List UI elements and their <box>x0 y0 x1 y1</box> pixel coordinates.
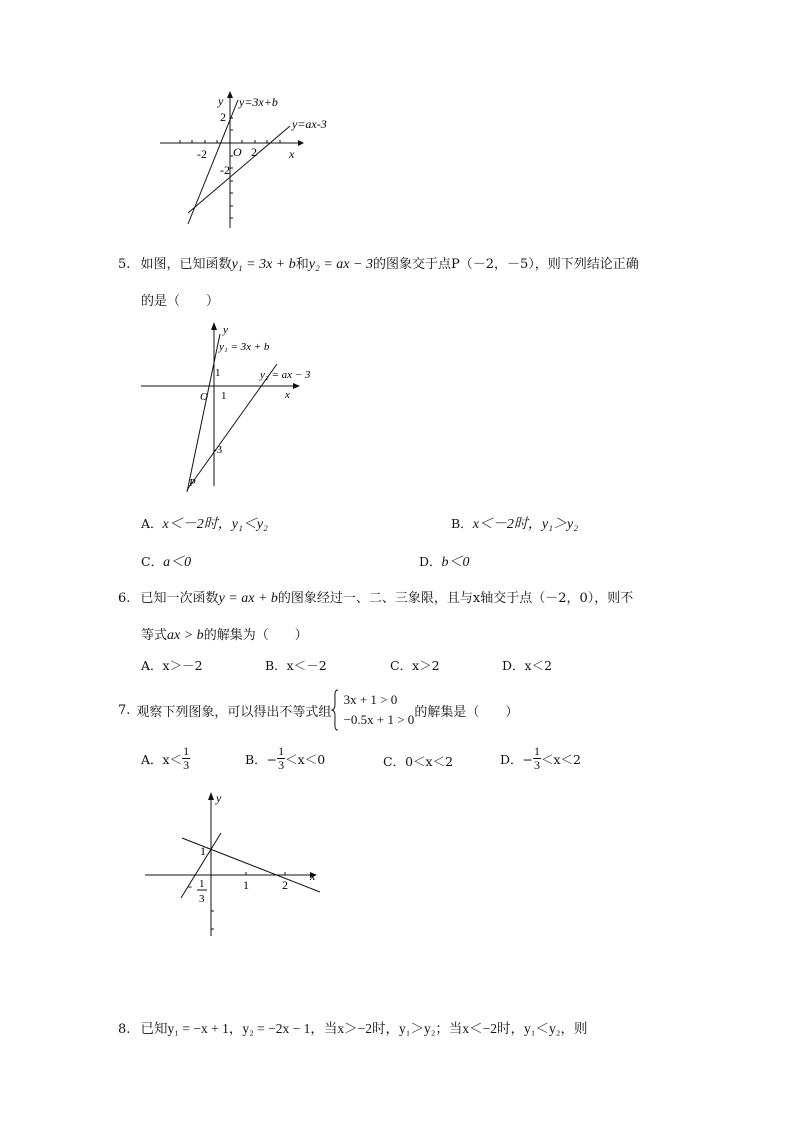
graph-3-y-arrow <box>208 792 214 800</box>
q7-text-a: 观察下列图象，可以得出不等式组 <box>136 704 332 720</box>
graph-1-tick-y2: 2 <box>220 110 226 124</box>
graph-1-eq2: y=ax-3 <box>292 117 327 131</box>
graph-2 <box>135 318 335 498</box>
graph-1-eq1: y=3x+b <box>239 95 278 109</box>
q5-option-a-text: x＜－2时，y₁＜y₂ <box>162 517 268 532</box>
q7-text-b: 的解集是（ ） <box>414 704 519 720</box>
graph-3-tick-x1: 1 <box>243 878 249 892</box>
q6-eq: y = ax + b <box>218 591 278 606</box>
graph-1-tick-xneg2: -2 <box>197 147 207 161</box>
q6-line2-b: 的解集为（ ） <box>203 628 308 643</box>
q7-sys1: 3x + 1 > 0 <box>343 692 398 707</box>
graph-3-neg-sign: - <box>188 879 192 893</box>
q5-option-d[interactable] <box>419 551 470 571</box>
graph-1-y-label: y <box>218 94 224 108</box>
graph-2-y-label: y <box>223 324 228 336</box>
q7-option-a[interactable] <box>141 745 190 772</box>
q5-option-c-letter: C． <box>141 554 164 569</box>
q7-inequality-system <box>331 689 414 731</box>
q7-option-d[interactable] <box>500 745 581 772</box>
graph-2-tick-1: 1 <box>215 367 221 379</box>
q8-line1 <box>118 1017 587 1037</box>
q7-option-b-post: ＜x＜0 <box>285 751 326 767</box>
q6-text-b: 的图象经过一、二、三象限，且与x轴交于点（－2，0），则不 <box>277 591 634 606</box>
graph-2-eq1: y₁ = 3x + b <box>219 341 270 353</box>
graph-2-tick-neg3: -3 <box>213 444 223 456</box>
q5-option-c[interactable] <box>141 551 191 571</box>
q7-line1 <box>118 688 518 732</box>
graph-2-x-arrow <box>293 383 300 389</box>
q8-text: 已知y₁ = −x + 1，y₂ = −2x − 1，当x＞−2时，y₁＞y₂；当x＜−2时，y₁＜y₂，则 <box>140 1021 588 1036</box>
q6-text-a: 已知一次函数 <box>140 591 219 606</box>
graph-2-point-p: P <box>189 477 196 489</box>
graph-3-frac-num: 1 <box>199 878 205 890</box>
graph-2-line-y1 <box>187 334 220 492</box>
q5-text-b: 和 <box>295 257 309 272</box>
graph-1-origin: O <box>233 145 242 159</box>
q5-text-c: 的图象交于点P（－2，－5），则下列结论正确 <box>372 257 639 272</box>
q7-option-b[interactable] <box>245 745 325 772</box>
graph-3-tick-1: 1 <box>200 844 206 858</box>
q7-option-a-pre: A．x＜ <box>141 751 183 767</box>
q7-option-d-post: ＜x＜2 <box>541 751 582 767</box>
q5-option-d-letter: D． <box>419 554 442 569</box>
graph-3-frac-den: 3 <box>199 893 205 905</box>
q7-brace <box>331 689 339 731</box>
graph-3-tick-x2: 2 <box>282 878 288 892</box>
graph-2-x-label: x <box>285 389 290 401</box>
q7-number: 7. <box>118 702 131 718</box>
graph-1-tick-x2: 2 <box>251 145 257 159</box>
q7-sys2: −0.5x + 1 > 0 <box>343 712 415 727</box>
q6-option-d[interactable]: D．x＜2 <box>502 658 553 673</box>
q7-system-lines <box>344 690 415 730</box>
q8-number: 8. <box>118 1022 131 1037</box>
q5-option-b[interactable] <box>451 513 578 533</box>
graph-1-line-shallow <box>188 126 290 213</box>
q5-number: 5. <box>118 257 131 272</box>
q6-line1 <box>118 587 633 607</box>
graph-1-x-arrow <box>298 140 304 146</box>
graph-2-tick-x1: 1 <box>221 390 227 402</box>
q5-eq2: y₂ = ax − 3 <box>308 257 373 272</box>
graph-3-y-label: y <box>216 791 222 805</box>
q7-option-c[interactable]: C．0＜x＜2 <box>383 754 454 769</box>
q6-option-c[interactable]: C．x＞2 <box>390 658 440 673</box>
q6-option-a[interactable]: A．x＞－2 <box>141 658 203 673</box>
q5-option-b-text: x＜－2时，y₁＞y₂ <box>472 517 579 532</box>
graph-1-x-label: x <box>289 147 295 161</box>
graph-1-tick-yneg2: -2 <box>220 163 230 177</box>
q7-option-b-frac: $\frac{1}{3}$ <box>278 744 285 772</box>
q5-option-a[interactable] <box>141 513 268 533</box>
q7-option-d-frac: $\frac{1}{3}$ <box>534 744 540 772</box>
q5-line2: 的是（ ） <box>141 294 220 309</box>
q6-line2 <box>141 624 308 644</box>
graph-1-y-arrow <box>227 91 233 98</box>
q5-option-a-letter: A． <box>141 516 163 531</box>
q5-option-b-letter: B． <box>451 516 473 531</box>
q6-option-b[interactable]: B．x＜－2 <box>265 658 327 673</box>
graph-2-origin: O <box>200 391 208 403</box>
graph-3 <box>140 788 340 943</box>
q6-ineq: ax > b <box>167 628 204 643</box>
graph-2-y-arrow <box>211 322 217 330</box>
q5-option-d-text: b＜0 <box>441 555 470 570</box>
q7-option-a-frac: $\frac{1}{3}$ <box>183 744 190 772</box>
q5-text-a: 如图，已知函数 <box>140 257 232 272</box>
q6-number: 6. <box>118 591 131 606</box>
q6-line2-a: 等式 <box>141 628 168 643</box>
q5-eq1: y₁ = 3x + b <box>231 257 296 272</box>
q7-option-b-pre: B．− <box>245 751 278 767</box>
q5-line1 <box>118 253 639 273</box>
q7-option-d-pre: D．− <box>500 751 533 767</box>
q5-option-c-text: a＜0 <box>163 555 192 570</box>
graph-2-eq2: y₂ = ax − 3 <box>260 369 311 381</box>
graph-3-x-label: x <box>310 869 316 883</box>
graph-1 <box>150 88 327 238</box>
